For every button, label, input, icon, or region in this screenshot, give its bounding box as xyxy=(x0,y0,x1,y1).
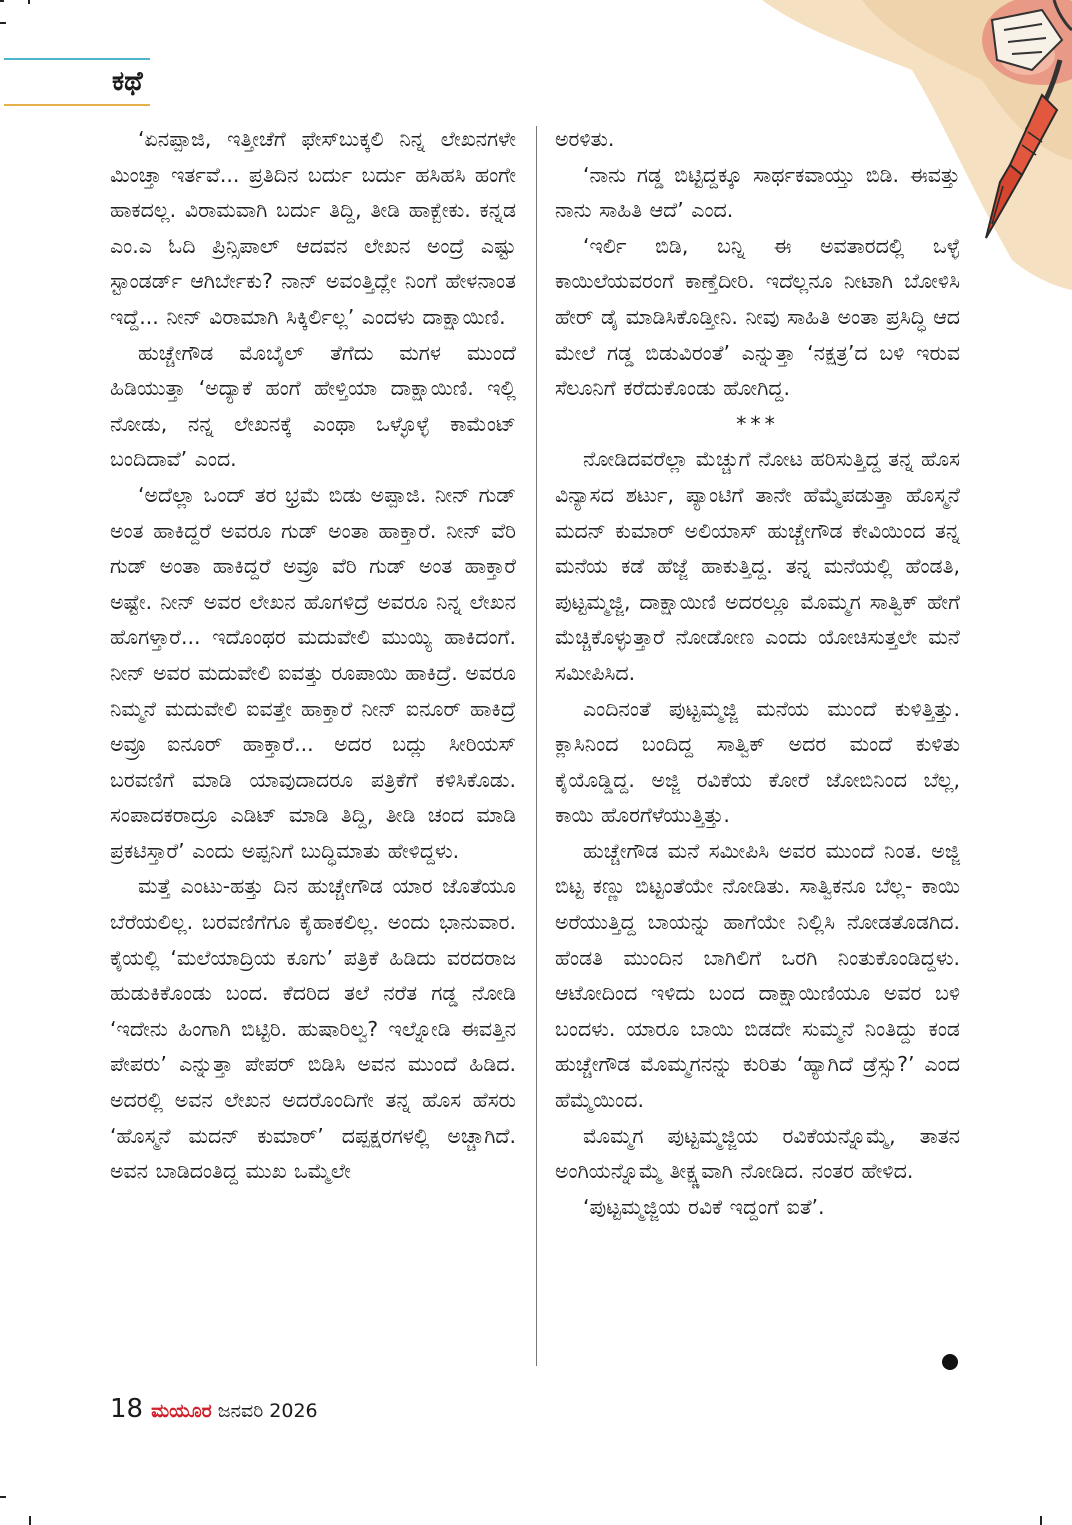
section-rule-bottom xyxy=(4,104,150,106)
paragraph: ಮತ್ತೆ ಎಂಟು-ಹತ್ತು ದಿನ ಹುಚ್ಚೇಗೌಡ ಯಾರ ಜೊತೆಯೂ ಬೆರೆಯಲಿಲ್ಲ. ಬರವಣಿಗೆಗೂ ಕೈಹಾಕಲಿಲ್ಲ. ಅಂದು ಭಾನುವಾರ. ಕೈಯಲ್ಲಿ ‘ಮಲೆಯಾದ್ರಿಯ ಕೂಗು’ ಪತ್ರಿಕೆ ಹಿಡಿದು ವರದರಾಜ ಹುಡುಕಿಕೊಂಡು ಬಂದ. ಕೆದರಿದ ತಲೆ ನರೆತ ಗಡ್ಡ ನೋಡಿ ‘ಇದೇನು ಹಿಂಗಾಗಿ ಬಿಟ್ಟಿರಿ. ಹುಷಾರಿಲ್ವ? ಇಲ್ನೋಡಿ ಈವತ್ತಿನ ಪೇಪರು’ ಎನ್ನುತ್ತಾ ಪೇಪರ್ ಬಿಡಿಸಿ ಅವನ ಮುಂದೆ ಹಿಡಿದ. ಅದರಲ್ಲಿ ಅವನ ಲೇಖನ ಅದರೊಂದಿಗೇ ತನ್ನ ಹೊಸ ಹೆಸರು ‘ಹೊಸ್ಮನೆ ಮದನ್ ಕುಮಾರ್’ ದಪ್ಪಕ್ಷರಗಳಲ್ಲಿ ಅಚ್ಚಾಗಿದೆ. ಅವನ ಬಾಡಿದಂತಿದ್ದ ಮುಖ ಒಮ್ಮೆಲೇ xyxy=(110,874,516,1184)
paragraph: ಅರಳಿತು. xyxy=(555,127,615,151)
magazine-name: ಮಯೂರ xyxy=(151,1400,212,1422)
paragraph: ಹುಚ್ಚೇಗೌಡ ಮನೆ ಸಮೀಪಿಸಿ ಅವರ ಮುಂದೆ ನಿಂತ. ಅಜ್ಜಿ ಬಿಟ್ಟ ಕಣ್ಣು ಬಿಟ್ಟಂತೆಯೇ ನೋಡಿತು. ಸಾತ್ವಿಕನೂ ಬೆಲ್ಲ- ಕಾಯಿ ಅರೆಯುತ್ತಿದ್ದ ಬಾಯನ್ನು ಹಾಗೆಯೇ ನಿಲ್ಲಿಸಿ ನೋಡತೊಡಗಿದ. ಹೆಂಡತಿ ಮುಂದಿನ ಬಾಗಿಲಿಗೆ ಒರಗಿ ನಿಂತುಕೊಂಡಿದ್ದಳು. ಆಟೋದಿಂದ ಇಳಿದು ಬಂದ ದಾಕ್ಷಾಯಿಣಿಯೂ ಅವರ ಬಳಿ ಬಂದಳು. ಯಾರೂ ಬಾಯಿ ಬಿಡದೇ ಸುಮ್ಮನೆ ನಿಂತಿದ್ದು ಕಂಡ ಹುಚ್ಚೇಗೌಡ ಮೊಮ್ಮಗನನ್ನು ಕುರಿತು ‘ಹ್ಯಾಗಿದೆ ಡ್ರೆಸ್ಸು?’ ಎಂದ ಹೆಮ್ಮೆಯಿಂದ. xyxy=(555,838,960,1113)
paragraph: ನೋಡಿದವರೆಲ್ಲಾ ಮೆಚ್ಚುಗೆ ನೋಟ ಹರಿಸುತ್ತಿದ್ದ ತನ್ನ ಹೊಸ ವಿನ್ಯಾಸದ ಶರ್ಟು, ಪ್ಯಾಂಟಿಗೆ ತಾನೇ ಹೆಮ್ಮೆಪಡುತ್ತಾ ಹೊಸ್ಮನೆ ಮದನ್ ಕುಮಾರ್ ಅಲಿಯಾಸ್ ಹುಚ್ಚೇಗೌಡ ಕೇವಿಯಿಂದ ತನ್ನ ಮನೆಯ ಕಡೆ ಹೆಜ್ಜೆ ಹಾಕುತ್ತಿದ್ದ. ತನ್ನ ಮನೆಯಲ್ಲಿ ಹೆಂಡತಿ, ಪುಟ್ಟಮ್ಮಜ್ಜಿ, ದಾಕ್ಷಾಯಿಣಿ ಅದರಲ್ಲೂ ಮೊಮ್ಮಗ ಸಾತ್ವಿಕ್ ಹೇಗೆ ಮೆಚ್ಚಿಕೊಳ್ಳುತ್ತಾರೆ ನೋಡೋಣ ಎಂದು ಯೋಚಿಸುತ್ತಲೇ ಮನೆ ಸಮೀಪಿಸಿದ. xyxy=(555,447,960,685)
paragraph: ಎಂದಿನಂತೆ ಪುಟ್ಟಮ್ಮಜ್ಜಿ ಮನೆಯ ಮುಂದೆ ಕುಳಿತ್ತಿತ್ತು. ಕ್ಲಾಸಿನಿಂದ ಬಂದಿದ್ದ ಸಾತ್ವಿಕ್ ಅದರ ಮಂದೆ ಕುಳಿತು ಕೈಯೊಡ್ಡಿದ್ದ. ಅಜ್ಜಿ ರವಿಕೆಯ ಕೋರೆ ಜೋಬಿನಿಂದ ಬೆಲ್ಲ, ಕಾಯಿ ಹೊರಗೆಳೆಯುತ್ತಿತ್ತು. xyxy=(555,696,960,828)
paragraph: ‘ನಾನು ಗಡ್ಡ ಬಿಟ್ಟಿದ್ದಕ್ಕೂ ಸಾರ್ಥಕವಾಯ್ತು ಬಿಡಿ. ಈವತ್ತು ನಾನು ಸಾಹಿತಿ ಆದೆ’ ಎಂದ. xyxy=(555,162,960,223)
paragraph-final: ‘ಪುಟ್ಟಮ್ಮಜ್ಜಿಯ ರವಿಕೆ ಇದ್ದಂಗೆ ಐತೆ’. xyxy=(583,1194,825,1219)
crop-mark-left-lower xyxy=(0,1496,6,1498)
paragraph: ಮೊಮ್ಮಗ ಪುಟ್ಟಮ್ಮಜ್ಜಿಯ ರವಿಕೆಯನ್ನೊಮ್ಮೆ, ತಾತನ ಅಂಗಿಯನ್ನೊಮ್ಮೆ ತೀಕ್ಷ್ಣವಾಗಿ ನೋಡಿದ. ನಂತರ ಹೇಳಿದ. xyxy=(555,1123,960,1184)
paragraph: ಹುಚ್ಚೇಗೌಡ ಮೊಬೈಲ್ ತೆಗೆದು ಮಗಳ ಮುಂದೆ ಹಿಡಿಯುತ್ತಾ ‘ಅದ್ಯಾಕೆ ಹಂಗೆ ಹೇಳ್ತಿಯಾ ದಾಕ್ಷಾಯಿಣಿ. ಇಲ್ಲಿ ನೋಡು, ನನ್ನ ಲೇಖನಕ್ಕೆ ಎಂಥಾ ಒಳ್ಳೊಳ್ಳೆ ಕಾಮೆಂಟ್ ಬಂದಿದಾವೆ’ ಎಂದ. xyxy=(110,340,516,472)
article-left-column xyxy=(110,122,516,1190)
crop-mark-left-upper xyxy=(0,22,6,24)
crop-mark-bottom-right xyxy=(1040,1516,1042,1525)
column-divider xyxy=(536,126,537,1366)
paragraph: ‘ಅದೆಲ್ಲಾ ಒಂದ್ ತರ ಭ್ರಮೆ ಬಿಡು ಅಪ್ಪಾಜಿ. ನೀನ್ ಗುಡ್ ಅಂತ ಹಾಕಿದ್ದರೆ ಅವರೂ ಗುಡ್ ಅಂತಾ ಹಾಕ್ತಾರೆ. ನೀನ್ ವೆರಿ ಗುಡ್ ಅಂತಾ ಹಾಕಿದ್ದರೆ ಅವ್ರೂ ವೆರಿ ಗುಡ್ ಅಂತ ಹಾಕ್ತಾರೆ ಅಷ್ಟೇ. ನೀನ್ ಅವರ ಲೇಖನ ಹೊಗಳಿದ್ರೆ ಅವರೂ ನಿನ್ನ ಲೇಖನ ಹೊಗಳ್ತಾರೆ... ಇದೊಂಥರ ಮದುವೇಲಿ ಮುಯ್ಯಿ ಹಾಕಿದಂಗೆ. ನೀನ್ ಅವರ ಮದುವೇಲಿ ಐವತ್ತು ರೂಪಾಯಿ ಹಾಕಿದ್ರೆ. ಅವರೂ ನಿಮ್ಮನೆ ಮದುವೇಲಿ ಐವತ್ತೇ ಹಾಕ್ತಾರೆ ನೀನ್ ಐನೂರ್ ಹಾಕಿದ್ರೆ ಅವ್ರೂ ಐನೂರ್ ಹಾಕ್ತಾರೆ... ಅದರ ಬದ್ಲು ಸೀರಿಯಸ್ ಬರವಣಿಗೆ ಮಾಡಿ ಯಾವುದಾದರೂ ಪತ್ರಿಕೆಗೆ ಕಳಿಸಿಕೊಡು. ಸಂಪಾದಕರಾದ್ರೂ ಎಡಿಟ್ ಮಾಡಿ ತಿದ್ದಿ, ತೀಡಿ ಚಂದ ಮಾಡಿ ಪ್ರಕಟಿಸ್ತಾರೆ’ ಎಂದು ಅಪ್ಪನಿಗೆ ಬುದ್ಧಿಮಾತು ಹೇಳಿದ್ದಳು. xyxy=(110,482,516,863)
section-rule-top xyxy=(4,58,150,60)
bullet-dot-icon xyxy=(942,1354,958,1370)
paragraph: ‘ಇರ್ಲಿ ಬಿಡಿ, ಬನ್ನಿ ಈ ಅವತಾರದಲ್ಲಿ ಒಳ್ಳೆ ಕಾಯಿಲೆಯವರಂಗೆ ಕಾಣ್ತೆದೀರಿ. ಇದೆಲ್ಲನೂ ನೀಟಾಗಿ ಬೋಳಿಸಿ ಹೇರ್ ಡೈ ಮಾಡಿಸಿಕೊಡ್ತೀನಿ. ನೀವು ಸಾಹಿತಿ ಅಂತಾ ಪ್ರಸಿದ್ಧಿ ಆದ ಮೇಲೆ ಗಡ್ಡ ಬಿಡುವಿರಂತೆ’ ಎನ್ನುತ್ತಾ ‘ನಕ್ಷತ್ರ’ದ ಬಳಿ ಇರುವ ಸೆಲೂನಿಗೆ ಕರೆದುಕೊಂಡು ಹೋಗಿದ್ದ. xyxy=(555,233,960,401)
issue-date: ಜನವರಿ 2026 xyxy=(217,1400,318,1422)
article-right-column xyxy=(555,122,960,1225)
page-number: 18 xyxy=(110,1394,144,1424)
crop-mark-top-left xyxy=(0,0,4,2)
section-label: ಕಥೆ xyxy=(112,66,143,97)
crop-mark-bottom-left xyxy=(29,1516,31,1525)
page-footer xyxy=(110,1394,318,1424)
scene-separator: *** xyxy=(736,411,779,436)
paragraph: ‘ಏನಪ್ಪಾಜಿ, ಇತ್ತೀಚೆಗೆ ಫೇಸ್‌ಬುಕ್ಕಲಿ ನಿನ್ನ ಲೇಖನಗಳೇ ಮಿಂಚ್ತಾ ಇರ್ತವೆ... ಪ್ರತಿದಿನ ಬರ್ದು ಬರ್ದು ಹಸಿಹಸಿ ಹಂಗೇ ಹಾಕದಲ್ಲ. ವಿರಾಮವಾಗಿ ಬರ್ದು ತಿದ್ದಿ, ತೀಡಿ ಹಾಕ್ಬೇಕು. ಕನ್ನಡ ಎಂ.ಎ ಓದಿ ಪ್ರಿನ್ಸಿಪಾಲ್ ಆದವನ ಲೇಖನ ಅಂದ್ರೆ ಎಷ್ಟು ಸ್ಟಾಂಡರ್ಡ್ ಆಗಿರ್ಬೇಕು? ನಾನ್ ಅವಂತ್ತಿದ್ಲೇ ನಿಂಗೆ ಹೇಳನಾಂತ ಇದ್ದೆ... ನೀನ್ ವಿರಾಮಾಗಿ ಸಿಕ್ಕಿರ್ಲಿಲ್ಲ’ ಎಂದಳು ದಾಕ್ಷಾಯಿಣಿ. xyxy=(110,127,516,329)
crop-mark-top-inner xyxy=(28,0,30,4)
